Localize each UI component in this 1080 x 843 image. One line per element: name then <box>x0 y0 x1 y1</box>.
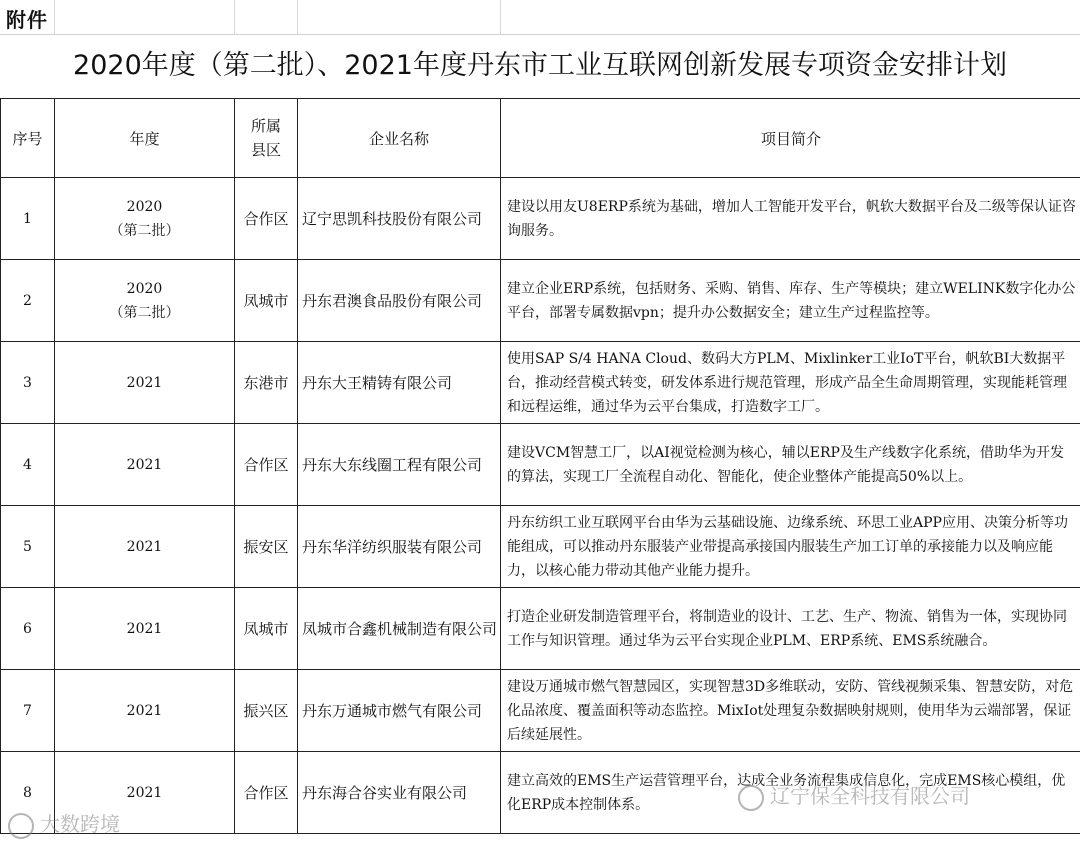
table-row <box>1 670 1080 752</box>
cell-description: 建设以用友U8ERP系统为基础，增加人工智能开发平台，帆软大数据平台及二级等保认证咨询服务。 <box>501 178 1080 260</box>
table-row <box>1 588 1080 670</box>
cell-company: 丹东大东线圈工程有限公司 <box>298 424 501 506</box>
watermark-left <box>8 808 120 839</box>
table-header-row <box>1 99 1080 178</box>
cell-district: 振兴区 <box>235 670 298 752</box>
cell-company: 丹东海合谷实业有限公司 <box>298 752 501 834</box>
cell-index: 1 <box>1 178 55 260</box>
header-description: 项目简介 <box>501 99 1080 178</box>
header-company: 企业名称 <box>298 99 501 178</box>
cell-company: 丹东大王精铸有限公司 <box>298 342 501 424</box>
table-row <box>1 506 1080 588</box>
cell-index: 8 <box>1 752 55 834</box>
watermark-left-text: 大数跨境 <box>40 812 120 836</box>
cell-description: 建设万通城市燃气智慧园区，实现智慧3D多维联动，安防、管线视频采集、智慧安防，对危化品浓度、覆盖面积等动态监控。MixIot处理复杂数据映射规则，使用华为云端部署，保证后续延展性。 <box>501 670 1080 752</box>
cell-district: 合作区 <box>235 424 298 506</box>
cell-index: 4 <box>1 424 55 506</box>
cell-year-batch: （第二批） <box>109 222 180 239</box>
cell-year <box>55 178 235 260</box>
attachment-row <box>0 0 1080 35</box>
cell-description: 使用SAP S/4 HANA Cloud、数码大方PLM、Mixlinker工业IoT平台，帆软BI大数据平台，推动经营模式转变，研发体系进行规范管理，形成产品全生命周期管理，实现能耗管理和远程运维，通过华为云平台集成，打造数字工厂。 <box>501 342 1080 424</box>
cell-index: 7 <box>1 670 55 752</box>
cell-year: 2021 <box>55 670 235 752</box>
cell-company: 凤城市合鑫机械制造有限公司 <box>298 588 501 670</box>
table-row <box>1 342 1080 424</box>
cell-year: 2021 <box>55 424 235 506</box>
cell-company: 丹东华洋纺织服装有限公司 <box>298 506 501 588</box>
header-index: 序号 <box>1 99 55 178</box>
cell-description: 丹东纺织工业互联网平台由华为云基础设施、边缘系统、环思工业APP应用、决策分析等功能组成，可以推动丹东服装产业带提高承接国内服装生产加工订单的承接能力以及响应能力，以核心能力带动其他产业能力提升。 <box>501 506 1080 588</box>
cell-district: 凤城市 <box>235 588 298 670</box>
cell-district: 东港市 <box>235 342 298 424</box>
funding-plan-table <box>0 98 1080 834</box>
cell-year: 2021 <box>55 342 235 424</box>
header-district <box>235 99 298 178</box>
cell-year-value: 2020 <box>126 280 163 297</box>
table-row <box>1 424 1080 506</box>
cell-index: 5 <box>1 506 55 588</box>
cell-description: 打造企业研发制造管理平台，将制造业的设计、工艺、生产、物流、销售为一体，实现协同工作与知识管理。通过华为云平台实现企业PLM、ERP系统、EMS系统融合。 <box>501 588 1080 670</box>
attachment-label: 附件 <box>6 8 48 32</box>
watermark-logo-icon <box>8 813 34 839</box>
watermark-right <box>738 780 970 811</box>
cell-district: 振安区 <box>235 506 298 588</box>
cell-district: 凤城市 <box>235 260 298 342</box>
cell-district: 合作区 <box>235 178 298 260</box>
cell-year-batch: （第二批） <box>109 304 180 321</box>
cell-year: 2021 <box>55 752 235 834</box>
table-row <box>1 178 1080 260</box>
cell-description: 建立企业ERP系统，包括财务、采购、销售、库存、生产等模块；建立WELINK数字化办公平台，部署专属数据vpn；提升办公数据安全；建立生产过程监控等。 <box>501 260 1080 342</box>
cell-company: 辽宁思凯科技股份有限公司 <box>298 178 501 260</box>
cell-year <box>55 260 235 342</box>
document-title: 2020年度（第二批）、2021年度丹东市工业互联网创新发展专项资金安排计划 <box>73 50 1007 81</box>
cell-district: 合作区 <box>235 752 298 834</box>
cell-index: 3 <box>1 342 55 424</box>
cell-company: 丹东万通城市燃气有限公司 <box>298 670 501 752</box>
cell-year: 2021 <box>55 506 235 588</box>
header-district-line2: 县区 <box>250 141 281 159</box>
header-district-line1: 所属 <box>250 117 281 135</box>
cell-company: 丹东君澳食品股份有限公司 <box>298 260 501 342</box>
cell-year-value: 2020 <box>126 198 163 215</box>
wechat-logo-icon <box>738 785 764 811</box>
header-year: 年度 <box>55 99 235 178</box>
cell-description: 建立高效的EMS生产运营管理平台，达成全业务流程集成信息化，完成EMS核心模组，优化ERP成本控制体系。 <box>501 752 1080 834</box>
cell-description: 建设VCM智慧工厂，以AI视觉检测为核心，辅以ERP及生产线数字化系统，借助华为开发的算法，实现工厂全流程自动化、智能化，使企业整体产能提高50%以上。 <box>501 424 1080 506</box>
table-row <box>1 260 1080 342</box>
cell-year: 2021 <box>55 588 235 670</box>
watermark-right-text: 辽宁保全科技有限公司 <box>770 784 970 808</box>
cell-index: 2 <box>1 260 55 342</box>
cell-index: 6 <box>1 588 55 670</box>
